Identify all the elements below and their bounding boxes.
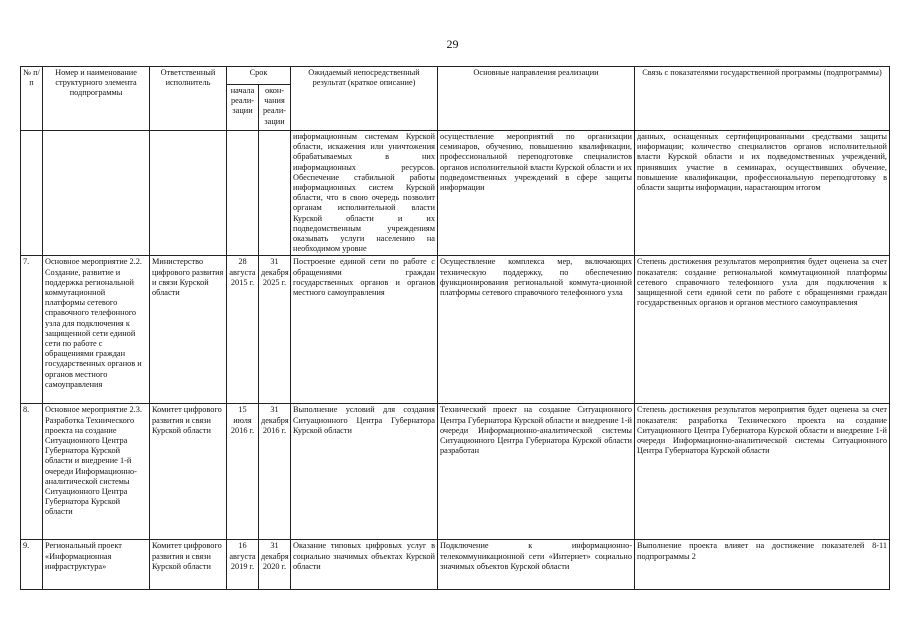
cell-result: информационным системам Курской области, искажения или уничтожения обрабатываемых в них информационных ресурсов. Обеспечение стабильной работы информационных систем Курской области, что в свою очередь позволит органам исполнительной власти Курской области и их подведомственным учреждениям оказывать услуги населению на необходимом уровне <box>291 131 438 256</box>
table-row <box>21 131 890 256</box>
cell-end: 31 декабря 2025 г. <box>259 256 291 404</box>
cell-end: 31 декабря 2020 г. <box>259 540 291 590</box>
cell-num: 9. <box>21 540 43 590</box>
cell-result: Оказание типовых цифровых услуг в социально значимых объектах Курской области <box>291 540 438 590</box>
cell-start: 28 августа 2015 г. <box>227 256 259 404</box>
cell-name <box>43 131 150 256</box>
cell-num <box>21 131 43 256</box>
table-row <box>21 404 890 540</box>
cell-link: Степень достижения результатов мероприятия будет оценена за счет показателя: разработка Технического проекта на создание Ситуационного Центра Губернатора Курской области и внедрение 1-й очереди Информационно-аналитической системы Ситуационного Центра Губернатора Курской области <box>635 404 890 540</box>
header-link: Связь с показателями государственной программы (подпрограммы) <box>635 67 890 131</box>
header-start: начала реали-зации <box>227 85 259 131</box>
header-num: № п/п <box>21 67 43 131</box>
cell-responsible: Комитет цифрового развития и связи Курской области <box>150 540 227 590</box>
cell-link: Степень достижения результатов мероприятия будет оценена за счет показателя: создание региональной коммутационной платформы сетевого справочного телефонного узла для подключения к защищенной сети единой сети по работе с обращениями граждан государственных органов и органов местного самоуправления <box>635 256 890 404</box>
cell-result: Построение единой сети по работе с обращениями граждан государственных органов и органов местного самоуправления <box>291 256 438 404</box>
cell-end: 31 декабря 2016 г. <box>259 404 291 540</box>
cell-responsible: Министерство цифрового развития и связи Курской области <box>150 256 227 404</box>
cell-result: Выполнение условий для создания Ситуационного Центра Губернатора Курской области <box>291 404 438 540</box>
header-responsible: Ответственный исполнитель <box>150 67 227 131</box>
cell-responsible <box>150 131 227 256</box>
header-result: Ожидаемый непосредственный результат (краткое описание) <box>291 67 438 131</box>
cell-directions: Технический проект на создание Ситуационного Центра Губернатора Курской области и внедрение 1-й очереди Информационно-аналитической системы Ситуационного Центра Губернатора Курской области разработан <box>438 404 635 540</box>
cell-num: 8. <box>21 404 43 540</box>
cell-directions: осуществление мероприятий по организации семинаров, обучению, повышению квалификации, профессиональной переподготовке специалистов органов исполнительной власти Курской области и их подведомственных учреждений в сфере защиты информации <box>438 131 635 256</box>
cell-num: 7. <box>21 256 43 404</box>
cell-link: Выполнение проекта влияет на достижение показателей 8-11 подпрограммы 2 <box>635 540 890 590</box>
cell-start <box>227 131 259 256</box>
header-term: Срок <box>227 67 291 85</box>
cell-link: данных, оснащенных сертифицированными средствами защиты информации; количество специалистов органов исполнительной власти Курской области и их подведомственных учреждений, принявших участие в семинарах, осуществивших обучение, повышение квалификации, профессиональную переподготовку в области защиты информации, нарастающим итогом <box>635 131 890 256</box>
cell-start: 16 августа 2019 г. <box>227 540 259 590</box>
cell-start: 15 июля 2016 г. <box>227 404 259 540</box>
cell-name: Региональный проект «Информационная инфраструктура» <box>43 540 150 590</box>
header-directions: Основные направления реализации <box>438 67 635 131</box>
cell-name: Основное мероприятие 2.3. Разработка Технического проекта на создание Ситуационного Центра Губернатора Курской области и внедрение 1-й очереди Информационно-аналитической системы Ситуационного Центра Губернатора Курской области <box>43 404 150 540</box>
header-name: Номер и наименование структурного элемента подпрограммы <box>43 67 150 131</box>
table-row <box>21 256 890 404</box>
header-end: окон-чания реали-зации <box>259 85 291 131</box>
cell-directions: Осуществление комплекса мер, включающих техническую поддержку, по обеспечению функционирования региональной коммута-ционной платформы сетевого справочного телефонного узла <box>438 256 635 404</box>
program-table <box>20 66 890 590</box>
cell-name: Основное мероприятие 2.2. Создание, развитие и поддержка региональной коммутационной платформы сетевого справочного телефонного узла для подключения к защищенной сети единой сети по работе с обращениями граждан государственных органов и органов местного самоуправления <box>43 256 150 404</box>
page-number: 29 <box>446 37 459 51</box>
table-row <box>21 540 890 590</box>
cell-directions: Подключение к информационно-телекоммуникационной сети «Интернет» социально значимых объектов Курской области <box>438 540 635 590</box>
cell-end <box>259 131 291 256</box>
cell-responsible: Комитет цифрового развития и связи Курской области <box>150 404 227 540</box>
